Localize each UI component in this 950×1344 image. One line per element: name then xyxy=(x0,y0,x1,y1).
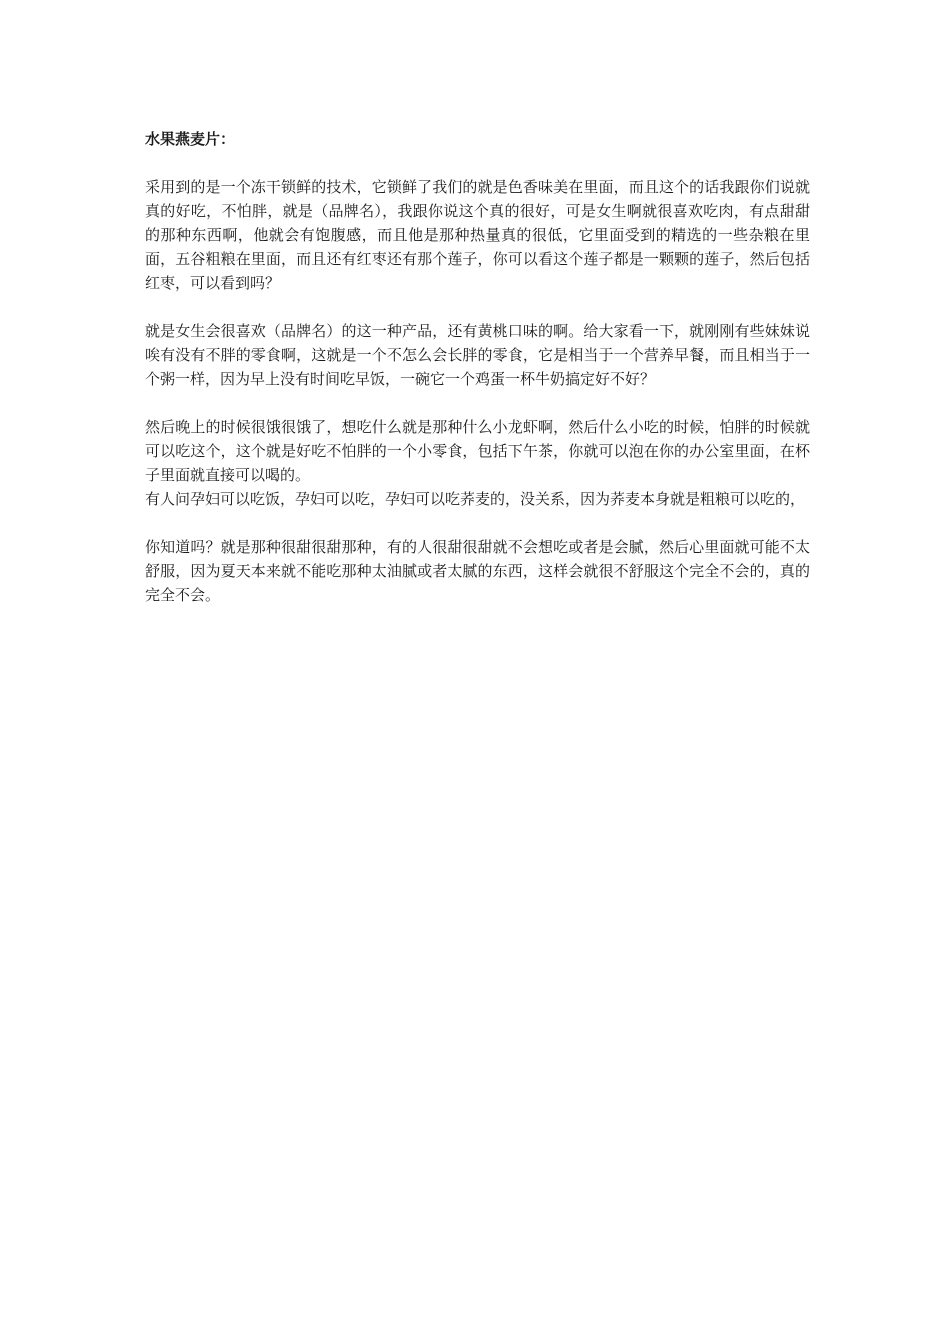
document-title: 水果燕麦片： xyxy=(145,130,236,148)
paragraph-sweetness: 你知道吗？就是那种很甜很甜那种，有的人很甜很甜就不会想吃或者是会腻，然后心里面就可能不太舒服，因为夏天本来就不能吃那种太油腻或者太腻的东西，这样会就很不舒服这个完全不会的，真的完全不会。 xyxy=(145,538,810,604)
paragraph-breakfast-snack: 就是女生会很喜欢（品牌名）的这一种产品，还有黄桃口味的啊。给大家看一下，就刚刚有些妹妹说唉有没有不胖的零食啊，这就是一个不怎么会长胖的零食，它是相当于一个营养早餐，而且相当于一个粥一样，因为早上没有时间吃早饭，一碗它一个鸡蛋一杯牛奶搞定好不好？ xyxy=(145,322,810,388)
paragraph-spacer xyxy=(145,151,810,175)
paragraph-freeze-dried-technique: 采用到的是一个冻干锁鲜的技术，它锁鲜了我们的就是色香味美在里面，而且这个的话我跟你们说就真的好吃，不怕胖，就是（品牌名），我跟你说这个真的很好，可是女生啊就很喜欢吃肉，有点甜甜的那种东西啊，他就会有饱腹感，而且他是那种热量真的很低，它里面受到的精选的一些杂粮在里面，五谷粗粮在里面，而且还有红枣还有那个莲子，你可以看这个莲子都是一颗颗的莲子，然后包括红枣，可以看到吗？ xyxy=(145,178,810,292)
paragraph-pregnancy-question: 有人问孕妇可以吃饭，孕妇可以吃，孕妇可以吃荞麦的，没关系，因为荞麦本身就是粗粮可以吃的， xyxy=(145,490,806,508)
paragraph-evening-snack: 然后晚上的时候很饿很饿了，想吃什么就是那种什么小龙虾啊，然后什么小吃的时候，怕胖的时候就可以吃这个，这个就是好吃不怕胖的一个小零食，包括下午茶，你就可以泡在你的办公室里面，在杯子里面就直接可以喝的。 xyxy=(145,418,810,484)
paragraph-spacer xyxy=(145,511,810,535)
paragraph-spacer xyxy=(145,391,810,415)
paragraph-spacer xyxy=(145,295,810,319)
document-body xyxy=(145,127,810,607)
